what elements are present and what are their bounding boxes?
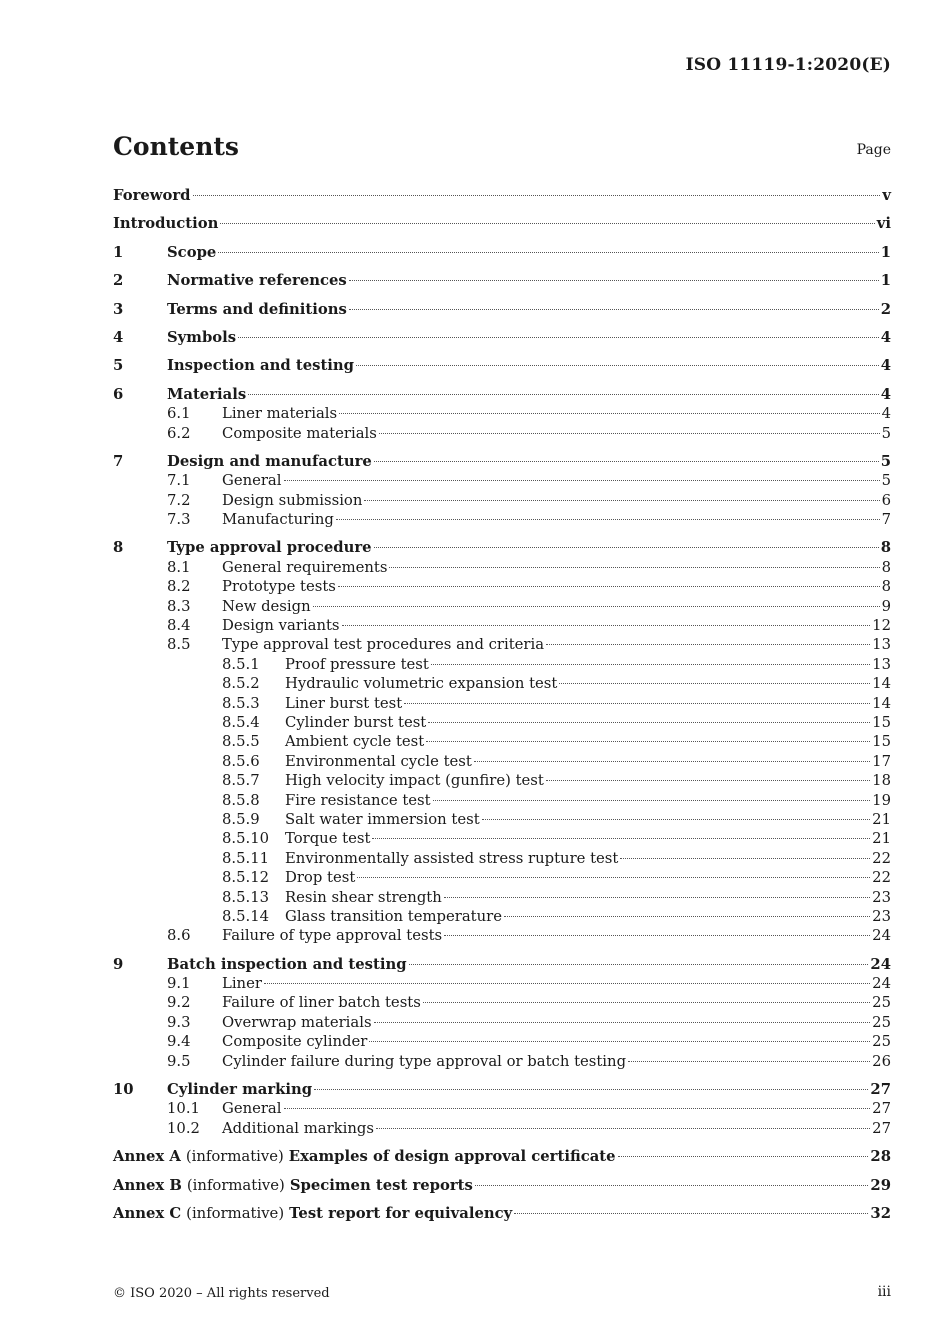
toc-entry-page: 26 [872,1052,891,1070]
toc-entry-title: General requirements [222,558,388,576]
toc-entry-page: 22 [872,869,891,887]
toc-entry[interactable] [113,1119,891,1138]
copyright-footer: © ISO 2020 – All rights reserved [113,1286,330,1301]
toc-entry-page: vi [876,215,891,233]
dot-leader [218,252,878,253]
toc-entry-title: Drop test [285,869,356,887]
toc-entry-number: 10.1 [167,1100,200,1118]
toc-entry[interactable] [113,577,891,596]
dot-leader [444,935,870,936]
toc-entry-page: 24 [870,955,891,973]
dot-leader [426,741,870,742]
toc-entry-page: 27 [872,1119,891,1137]
toc-entry-number: 7.1 [167,472,191,490]
toc-entry-page: 14 [872,675,891,693]
toc-entry-number: 8.1 [167,558,191,576]
annex-title: Specimen test reports [289,1176,473,1194]
toc-entry[interactable] [113,674,891,693]
toc-entry-page: 7 [881,511,891,529]
toc-entry-title: Composite cylinder [222,1033,368,1051]
toc-entry-title: Type approval test procedures and criteria [222,636,545,654]
toc-entry-page: 15 [872,733,891,751]
toc-entry-page: 22 [872,849,891,867]
toc-entry-page: 14 [872,694,891,712]
toc-entry[interactable] [113,791,891,810]
dot-leader [339,413,879,414]
annex-page: 28 [870,1148,891,1166]
toc-entry[interactable] [113,694,891,713]
toc-entry[interactable] [113,926,891,945]
dot-leader [238,337,879,338]
toc-entry-page: 4 [880,385,891,403]
toc-entry-page: 9 [881,597,891,615]
toc-entry-number: 8.5.2 [222,675,260,693]
toc-entry-number: 8.2 [167,578,191,596]
toc-entry[interactable] [113,424,891,443]
toc-entry-title: Overwrap materials [222,1013,372,1031]
toc-entry-page: 25 [872,1013,891,1031]
toc-entry-number: 8.5.13 [222,888,270,906]
dot-leader [444,897,870,898]
dot-leader [220,223,874,224]
toc-entry-title: Normative references [167,272,347,290]
toc-annex-entry[interactable] [113,1147,891,1166]
toc-entry-page: 27 [872,1100,891,1118]
toc-entry-number: 8.6 [167,927,191,945]
toc-entry[interactable] [113,471,891,490]
toc-entry-page: 4 [881,405,891,423]
toc-annex-entry[interactable] [113,1204,891,1223]
toc-entry-page: 13 [872,655,891,673]
toc-entry-number: 4 [113,328,124,346]
dot-leader [313,606,880,607]
toc-entry[interactable] [113,538,891,557]
toc-entry-title: Inspection and testing [167,357,354,375]
toc-entry-title: Prototype tests [222,578,336,596]
toc-entry-number: 9.3 [167,1013,191,1031]
toc-entry-page: 18 [872,772,891,790]
toc-entry-number: 8.5.10 [222,830,270,848]
toc-entry-number: 2 [113,272,124,290]
dot-leader [356,365,879,366]
page-number: iii [877,1284,891,1300]
toc-entry-number: 8.5.6 [222,752,260,770]
toc-entry-title: Additional markings [222,1119,374,1137]
toc-entry-title: Materials [167,385,247,403]
toc-entry-title: General [222,1100,282,1118]
toc-entry[interactable] [113,829,891,848]
toc-entry[interactable] [113,452,891,471]
toc-entry-page: 13 [872,636,891,654]
dot-leader [514,1213,868,1214]
toc-entry-number: 8.4 [167,617,191,635]
dot-leader [314,1089,868,1090]
toc-entry[interactable] [113,558,891,577]
toc-entry-page: 19 [872,791,891,809]
annex-page: 29 [870,1176,891,1194]
table-of-contents [113,184,891,1223]
toc-entry-page: 2 [880,300,891,318]
toc-entry-page: 8 [880,539,891,557]
toc-entry-title: Proof pressure test [285,655,429,673]
toc-entry-page: 8 [881,558,891,576]
toc-entry[interactable] [113,635,891,654]
dot-leader [431,664,870,665]
toc-entry-page: 5 [881,472,891,490]
annex-title: Examples of design approval certificate [288,1148,616,1166]
toc-entry-title: Foreword [113,187,191,204]
toc-entry-title: High velocity impact (gunfire) test [285,772,544,790]
toc-entry-page: 23 [872,907,891,925]
toc-entry[interactable] [113,1013,891,1032]
toc-entry-title: Fire resistance test [285,791,431,809]
toc-entry-number: 8.5.7 [222,772,260,790]
toc-entry[interactable] [113,328,891,347]
annex-title: Test report for equivalency [289,1204,513,1222]
toc-entry-number: 8.5.3 [222,694,260,712]
toc-entry-title: Batch inspection and testing [167,955,407,973]
toc-entry-number: 8.5.11 [222,849,270,867]
toc-entry-number: 9.5 [167,1052,191,1070]
toc-entry-number: 5 [113,357,124,375]
dot-leader [628,1061,870,1062]
toc-entry-title: Scope [167,243,217,261]
toc-entry-number: 9 [113,955,124,973]
toc-entry-title: Manufacturing [222,511,334,529]
toc-entry[interactable] [113,300,891,319]
toc-entry-title: Design and manufacture [167,452,372,470]
dot-leader [409,964,869,965]
toc-entry-number: 8.5.4 [222,713,260,731]
annex-label: Annex A [113,1148,181,1166]
toc-entry-title: Liner burst test [285,694,403,712]
toc-entry-number: 1 [113,243,124,261]
toc-entry-title: Cylinder burst test [285,713,427,731]
toc-entry-number: 10 [113,1081,134,1099]
toc-entry[interactable] [113,907,891,926]
toc-entry-title: Type approval procedure [167,539,372,557]
toc-entry-number: 3 [113,300,124,318]
toc-entry-title: Liner [222,975,262,993]
dot-leader [376,1128,870,1129]
toc-entry-page: 21 [872,830,891,848]
toc-entry-number: 9.4 [167,1033,191,1051]
toc-entry[interactable] [113,888,891,907]
toc-entry-page: v [882,187,891,204]
toc-entry-page: 8 [881,578,891,596]
toc-entry[interactable] [113,214,891,233]
toc-entry[interactable] [113,271,891,290]
toc-entry-page: 25 [872,1033,891,1051]
toc-entry-number: 8.5 [167,636,191,654]
toc-entry-page: 4 [880,357,891,375]
toc-entry-title: Environmentally assisted stress rupture test [285,849,619,867]
toc-entry[interactable] [113,385,891,404]
toc-entry-page: 1 [880,243,891,261]
toc-entry[interactable] [113,510,891,529]
toc-entry-title: Cylinder marking [167,1081,313,1099]
dot-leader [369,1041,870,1042]
toc-entry-page: 27 [870,1081,891,1099]
annex-qualifier: (informative) [186,1204,285,1222]
dot-leader [504,916,870,917]
dot-leader [342,625,871,626]
dot-leader [193,195,881,196]
dot-leader [379,433,880,434]
toc-entry-page: 24 [872,927,891,945]
toc-entry[interactable] [113,993,891,1012]
toc-entry-number: 10.2 [167,1119,200,1137]
toc-entry-title: Torque test [285,830,371,848]
toc-entry[interactable] [113,810,891,829]
dot-leader [357,877,870,878]
toc-entry-title: Terms and definitions [167,300,347,318]
toc-entry-number: 7.3 [167,511,191,529]
toc-entry-number: 8.5.9 [222,810,260,828]
dot-leader [374,1022,871,1023]
toc-entry-title: Failure of liner batch tests [222,994,421,1012]
annex-label: Annex C [113,1204,182,1222]
annex-qualifier: (informative) [185,1148,284,1166]
document-id-header: ISO 11119-1:2020(E) [685,55,891,75]
dot-leader [618,1156,869,1157]
dot-leader [404,703,870,704]
toc-entry[interactable] [113,955,891,974]
toc-entry-number: 8 [113,539,124,557]
toc-entry[interactable] [113,849,891,868]
toc-entry-number: 6 [113,385,124,403]
toc-entry[interactable] [113,1032,891,1051]
toc-entry-page: 5 [880,452,891,470]
toc-entry[interactable] [113,752,891,771]
dot-leader [248,394,879,395]
dot-leader [349,309,879,310]
dot-leader [474,761,870,762]
toc-entry-title: Ambient cycle test [285,733,425,751]
toc-entry-page: 12 [872,617,891,635]
toc-entry-title: Design submission [222,491,363,509]
toc-entry-number: 9.1 [167,975,191,993]
toc-entry-number: 8.3 [167,597,191,615]
toc-entry-page: 21 [872,810,891,828]
page-title: Contents [113,132,240,161]
annex-qualifier: (informative) [186,1176,285,1194]
toc-entry[interactable] [113,732,891,751]
toc-annex-entry[interactable] [113,1176,891,1195]
dot-leader [389,567,879,568]
toc-entry-number: 8.5.1 [222,655,260,673]
toc-entry-page: 4 [880,328,891,346]
dot-leader [546,780,870,781]
toc-entry[interactable] [113,597,891,616]
dot-leader [264,983,870,984]
toc-entry-title: Failure of type approval tests [222,927,443,945]
dot-leader [428,722,870,723]
toc-entry-title: Hydraulic volumetric expansion test [285,675,558,693]
toc-entry-number: 9.2 [167,994,191,1012]
toc-entry[interactable] [113,1052,891,1071]
dot-leader [372,838,870,839]
toc-entry-title: Cylinder failure during type approval or batch testing [222,1052,627,1070]
toc-entry[interactable] [113,974,891,993]
dot-leader [559,683,870,684]
dot-leader [284,1108,871,1109]
dot-leader [433,800,871,801]
dot-leader [482,819,871,820]
toc-entry-title: Liner materials [222,405,338,423]
page-column-label: Page [856,142,891,158]
dot-leader [423,1002,870,1003]
toc-entry-title: General [222,472,282,490]
toc-entry[interactable] [113,404,891,423]
dot-leader [546,644,870,645]
toc-entry-title: Salt water immersion test [285,810,480,828]
toc-entry-page: 6 [881,491,891,509]
toc-entry-page: 23 [872,888,891,906]
toc-entry[interactable] [113,771,891,790]
toc-entry-number: 6.2 [167,424,191,442]
toc-entry-title: Glass transition temperature [285,907,502,925]
dot-leader [349,280,879,281]
toc-entry[interactable] [113,186,891,205]
toc-entry[interactable] [113,1099,891,1118]
toc-entry-page: 24 [872,975,891,993]
toc-entry-number: 7.2 [167,491,191,509]
dot-leader [284,480,880,481]
toc-entry[interactable] [113,243,891,262]
toc-entry-number: 6.1 [167,405,191,423]
dot-leader [338,586,880,587]
dot-leader [374,547,879,548]
toc-entry-title: Composite materials [222,424,377,442]
toc-entry-page: 25 [872,994,891,1012]
toc-entry-title: Introduction [113,215,219,233]
toc-entry-page: 5 [881,424,891,442]
toc-entry-title: Environmental cycle test [285,752,472,770]
toc-entry-page: 17 [872,752,891,770]
toc-entry-title: Resin shear strength [285,888,442,906]
toc-entry[interactable] [113,655,891,674]
dot-leader [475,1185,869,1186]
toc-entry[interactable] [113,616,891,635]
toc-entry-number: 8.5.5 [222,733,260,751]
annex-label: Annex B [113,1176,182,1194]
toc-entry-page: 15 [872,713,891,731]
toc-entry-number: 7 [113,452,124,470]
toc-entry[interactable] [113,356,891,375]
toc-entry-title: Symbols [167,328,237,346]
toc-entry[interactable] [113,491,891,510]
toc-entry-number: 8.5.14 [222,907,270,925]
toc-entry[interactable] [113,1080,891,1099]
toc-entry-title: New design [222,597,311,615]
dot-leader [620,858,870,859]
toc-entry-page: 1 [880,272,891,290]
dot-leader [364,500,879,501]
dot-leader [374,461,879,462]
toc-entry-title: Design variants [222,617,340,635]
annex-page: 32 [870,1204,891,1222]
toc-entry-number: 8.5.12 [222,869,270,887]
dot-leader [336,519,880,520]
toc-entry[interactable] [113,868,891,887]
toc-entry-number: 8.5.8 [222,791,260,809]
toc-entry[interactable] [113,713,891,732]
